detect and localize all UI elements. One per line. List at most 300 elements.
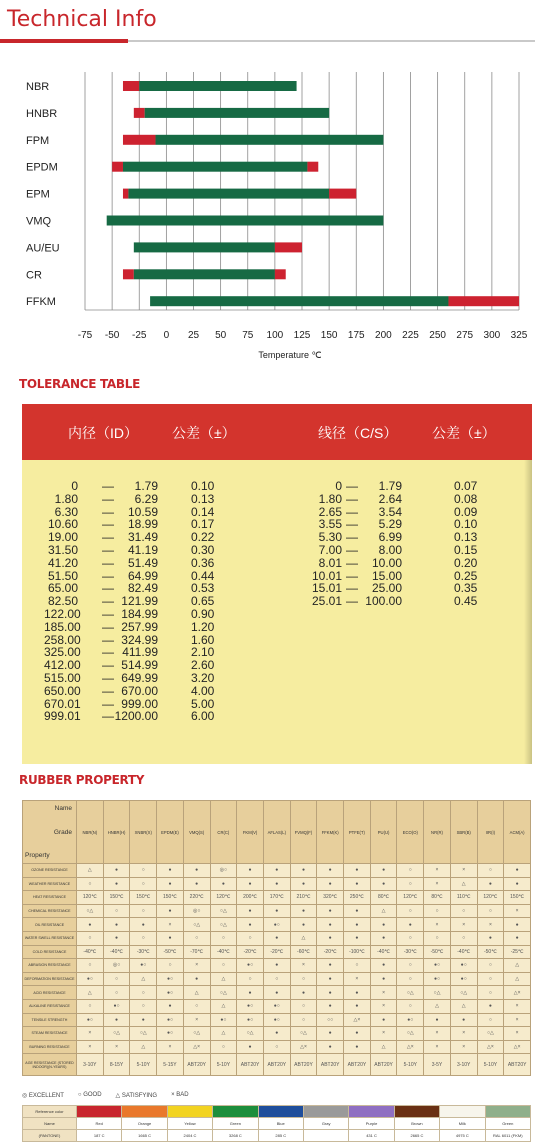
range-from: 999.01	[44, 709, 81, 724]
bar-range-epm	[128, 189, 329, 199]
range-to: 514.99	[121, 658, 158, 673]
rating-cell: ●	[290, 918, 317, 932]
rating-cell: ○	[130, 986, 157, 1000]
rating-cell: 3-10Y	[77, 1054, 104, 1076]
rating-cell: △	[424, 999, 451, 1013]
rating-cell: ○	[103, 972, 130, 986]
rating-cell: ABT20Y	[370, 1054, 397, 1076]
rating-cell: ○△	[397, 986, 424, 1000]
rating-cell: ABT20Y	[344, 1054, 371, 1076]
grade-header: ACM(A)	[504, 801, 531, 864]
rating-cell: ●	[344, 986, 371, 1000]
rating-cell: ○	[77, 931, 104, 945]
rating-cell: ●○	[397, 1013, 424, 1027]
rating-cell: ●	[344, 904, 371, 918]
rating-cell: ×	[450, 1040, 477, 1054]
color-swatch	[303, 1106, 348, 1118]
range-dash: —	[346, 568, 358, 583]
tolerance-value: 0.10	[454, 517, 478, 532]
tolerance-row	[290, 544, 490, 557]
tolerance-value: 0.13	[454, 530, 478, 545]
rating-cell: ●	[317, 972, 344, 986]
range-dash: —	[346, 581, 358, 596]
range-dash: —	[102, 479, 114, 493]
x-tick-label: 25	[187, 330, 200, 341]
rating-cell: 150℃	[504, 891, 531, 905]
rating-cell: 120℃	[77, 891, 104, 905]
range-dash: —	[346, 504, 358, 519]
range-from: 3.55	[318, 517, 342, 532]
rating-cell: ●○	[77, 1013, 104, 1027]
rating-cell: ○	[183, 931, 210, 945]
grade-header: FKM(V)	[237, 801, 264, 864]
rating-cell: ×	[504, 1013, 531, 1027]
rating-cell: ABT20Y	[504, 1054, 531, 1076]
rating-cell: ●	[344, 999, 371, 1013]
rating-cell: ○	[290, 999, 317, 1013]
property-name: ACID RESISTANCE	[23, 986, 77, 1000]
rating-cell: ●○	[237, 959, 264, 973]
category-label: AU/EU	[26, 242, 60, 255]
range-dash: —	[346, 491, 358, 506]
range-from: 0	[335, 479, 342, 493]
rating-cell: ●	[317, 999, 344, 1013]
x-tick-label: 0	[163, 330, 170, 341]
x-tick-label: 150	[320, 330, 338, 341]
property-name: HEAT RESISTANCE	[23, 891, 77, 905]
rating-cell: ○△	[290, 1027, 317, 1041]
range-to: 1.79	[378, 479, 402, 493]
category-label: HNBR	[26, 107, 58, 120]
rating-cell: ●○	[424, 972, 451, 986]
rating-cell: ●	[183, 877, 210, 891]
rating-cell: ●	[263, 959, 290, 973]
color-swatch	[167, 1106, 212, 1118]
rating-cell: △×	[504, 986, 531, 1000]
rating-cell: ○	[477, 972, 504, 986]
color-name: Yellow	[167, 1118, 212, 1130]
property-name: TENSILE STRENGTH	[23, 1013, 77, 1027]
rating-cell: 120℃	[477, 891, 504, 905]
grade-header: CR(C)	[210, 801, 237, 864]
grade-header: VMQ(S)	[183, 801, 210, 864]
rating-cell: ●	[237, 986, 264, 1000]
rating-cell: ○	[103, 986, 130, 1000]
range-dash: —	[102, 517, 114, 532]
rating-cell: -30℃	[397, 945, 424, 959]
range-to: 6.29	[134, 491, 158, 506]
rating-cell: ×	[424, 1040, 451, 1054]
corner-grade: Grade	[53, 829, 72, 836]
rating-cell: -40℃	[450, 945, 477, 959]
range-to: 999.00	[121, 696, 158, 711]
property-name: OIL RESISTANCE	[23, 918, 77, 932]
rating-cell: 80℃	[370, 891, 397, 905]
color-swatch	[394, 1106, 439, 1118]
bar-low-extension	[123, 269, 134, 279]
range-dash: —	[102, 709, 114, 724]
rating-cell: -40℃	[370, 945, 397, 959]
pantone-code: 431 C	[349, 1130, 394, 1142]
pantone-code: 2665 C	[394, 1130, 439, 1142]
rating-cell: △	[210, 1027, 237, 1041]
rating-cell: 8-15Y	[103, 1054, 130, 1076]
rating-cell: ○	[424, 904, 451, 918]
color-name: Brown	[394, 1118, 439, 1130]
rating-cell: ●	[237, 904, 264, 918]
range-dash: —	[346, 555, 358, 570]
rating-cell: ○	[157, 959, 184, 973]
rating-cell: ×	[157, 1040, 184, 1054]
range-to: 257.99	[121, 619, 158, 634]
range-from: 10.01	[311, 568, 342, 583]
rating-cell: ×	[424, 864, 451, 878]
range-to: 31.49	[127, 530, 158, 545]
range-dash: —	[102, 594, 114, 609]
rating-cell: 320℃	[317, 891, 344, 905]
rating-cell: ○	[397, 877, 424, 891]
bar-high-extension	[307, 162, 318, 172]
rating-cell: ○	[103, 904, 130, 918]
rating-cell: 170℃	[263, 891, 290, 905]
range-to: 15.00	[371, 568, 402, 583]
rating-cell: ●	[237, 864, 264, 878]
property-row	[23, 1027, 531, 1041]
rating-cell: △	[450, 877, 477, 891]
property-row	[23, 931, 531, 945]
rating-cell: ○	[397, 931, 424, 945]
rating-cell: ●○	[103, 999, 130, 1013]
rating-cell: ○	[477, 959, 504, 973]
property-name: CHEMICAL RESISTANCE	[23, 904, 77, 918]
rating-cell: ●○	[157, 972, 184, 986]
rating-cell: ○	[130, 931, 157, 945]
property-name: DEFORMATION RESISTANCE	[23, 972, 77, 986]
tolerance-row	[290, 493, 490, 506]
rating-cell: △	[77, 864, 104, 878]
property-row	[23, 1040, 531, 1054]
rating-cell: ●	[317, 931, 344, 945]
property-row	[23, 972, 531, 986]
rating-cell: ●○	[263, 918, 290, 932]
rating-cell: ○△	[210, 918, 237, 932]
rating-cell: ●	[370, 959, 397, 973]
rating-cell: ○	[477, 864, 504, 878]
x-tick-label: 200	[375, 330, 392, 341]
rating-cell: 5-10Y	[130, 1054, 157, 1076]
range-to: 411.99	[122, 645, 158, 660]
pantone-code: 4975 C	[440, 1130, 485, 1142]
color-name: Milk	[440, 1118, 485, 1130]
tolerance-value: 0.10	[191, 479, 215, 493]
cs-rows	[290, 480, 490, 608]
property-row	[23, 1054, 531, 1076]
range-to: 10.59	[127, 504, 158, 519]
rating-cell: ●	[183, 972, 210, 986]
rating-cell: ●	[477, 877, 504, 891]
x-tick-label: -50	[104, 330, 120, 341]
range-from: 650.00	[44, 683, 81, 698]
pantone-code: 187 C	[77, 1130, 122, 1142]
rating-cell: ○	[397, 864, 424, 878]
tolerance-row	[34, 557, 234, 570]
rating-cell: 5-10Y	[210, 1054, 237, 1076]
category-label: FPM	[26, 134, 50, 147]
bar-high-extension	[275, 242, 302, 252]
range-dash: —	[102, 696, 114, 711]
x-axis-label: Temperature ℃	[258, 350, 322, 360]
range-dash: —	[346, 479, 358, 493]
range-dash: —	[102, 606, 114, 621]
page-title: Technical Info	[7, 7, 157, 32]
pantone-label: (PANTONE)	[23, 1130, 77, 1142]
rating-cell: ABT20Y	[317, 1054, 344, 1076]
rating-cell: ○△	[103, 1027, 130, 1041]
rating-cell: ○	[397, 904, 424, 918]
range-to: 25.00	[371, 581, 402, 596]
legend-item: ◎ EXCELLENT	[22, 1093, 64, 1099]
tolerance-row	[290, 595, 490, 608]
range-to: 41.19	[127, 542, 158, 557]
tolerance-row	[34, 608, 234, 621]
range-from: 15.01	[311, 581, 342, 596]
range-dash: —	[102, 670, 114, 685]
rating-cell: -20℃	[263, 945, 290, 959]
rating-cell: △	[77, 986, 104, 1000]
tolerance-value: 0.15	[454, 542, 478, 557]
rating-cell: ●○	[237, 999, 264, 1013]
bar-range-fpm	[156, 135, 384, 145]
bar-low-extension	[134, 108, 145, 118]
rating-cell: ×	[504, 904, 531, 918]
rating-cell: ●	[317, 918, 344, 932]
range-dash: —	[346, 530, 358, 545]
rating-cell: ○	[450, 931, 477, 945]
bar-high-extension	[275, 269, 286, 279]
rating-cell: ●○	[157, 1013, 184, 1027]
rating-cell: ×	[183, 959, 210, 973]
tolerance-value: 0.09	[454, 504, 478, 519]
rating-cell: 3-10Y	[450, 1054, 477, 1076]
rating-cell: ◎○	[183, 904, 210, 918]
rating-cell: ○△	[183, 1027, 210, 1041]
rating-cell: △	[210, 999, 237, 1013]
rating-cell: ●	[157, 864, 184, 878]
tolerance-row	[34, 480, 234, 493]
color-name: Green	[485, 1118, 530, 1130]
rating-cell: ×	[424, 918, 451, 932]
x-tick-label: 125	[293, 330, 311, 341]
rating-cell: ●	[317, 877, 344, 891]
rating-cell: ×	[290, 959, 317, 973]
range-from: 8.01	[318, 555, 342, 570]
color-name: Blue	[258, 1118, 303, 1130]
rating-cell: ●	[317, 864, 344, 878]
rating-cell: ●	[370, 864, 397, 878]
rating-cell: ●	[77, 918, 104, 932]
tolerance-table	[22, 404, 532, 764]
rating-cell: ●	[504, 918, 531, 932]
rating-cell: ○	[477, 1013, 504, 1027]
rating-cell: -60℃	[290, 945, 317, 959]
tolerance-table-title: TOLERANCE TABLE	[19, 377, 141, 391]
rating-cell: ●	[317, 1040, 344, 1054]
pantone-code: RAL 6011 (FKM)	[485, 1130, 530, 1142]
rating-cell: ●○	[157, 986, 184, 1000]
rating-cell: ○	[290, 972, 317, 986]
rating-cell: ●	[183, 864, 210, 878]
rating-cell: -70℃	[183, 945, 210, 959]
bar-range-nbr	[139, 81, 296, 91]
rating-legend	[22, 1092, 189, 1099]
range-from: 1.80	[318, 491, 342, 506]
tolerance-value: 1.60	[191, 632, 215, 647]
range-dash: —	[346, 594, 358, 609]
rating-cell: 5-15Y	[157, 1054, 184, 1076]
range-from: 2.65	[318, 504, 342, 519]
rating-cell: ●	[317, 904, 344, 918]
range-dash: —	[102, 658, 114, 673]
bar-low-extension	[123, 81, 139, 91]
rating-cell: ●○	[424, 959, 451, 973]
range-from: 19.00	[47, 530, 78, 545]
rating-cell: ●	[263, 1027, 290, 1041]
cs-header: 线径（C/S）	[318, 425, 398, 441]
rating-cell: ○△	[397, 1027, 424, 1041]
rating-cell: ×	[344, 972, 371, 986]
property-name: COLD RESISTANCE	[23, 945, 77, 959]
rating-cell: ●	[344, 931, 371, 945]
tolerance-value: 0.17	[191, 517, 215, 532]
color-swatch	[349, 1106, 394, 1118]
rating-cell: △	[504, 959, 531, 973]
bar-high-extension	[448, 296, 519, 306]
range-to: 649.99	[121, 670, 158, 685]
rating-cell: ○	[290, 1013, 317, 1027]
rating-cell: ○	[130, 877, 157, 891]
rating-cell: 5-10Y	[477, 1054, 504, 1076]
grade-header: NBR(N)	[77, 801, 104, 864]
bar-low-extension	[112, 162, 123, 172]
rating-cell: ●	[504, 864, 531, 878]
rating-cell: ○	[397, 959, 424, 973]
pantone-code: 2404 C	[167, 1130, 212, 1142]
rating-cell: ●	[157, 931, 184, 945]
pantone-code	[303, 1130, 348, 1142]
rating-cell: ×	[370, 999, 397, 1013]
color-swatch	[258, 1106, 303, 1118]
name-label: Name	[23, 1118, 77, 1130]
rating-cell: ◎○	[103, 959, 130, 973]
rating-cell: △×	[290, 1040, 317, 1054]
bar-range-epdm	[123, 162, 307, 172]
rating-cell: ×	[183, 1013, 210, 1027]
range-from: 31.50	[47, 542, 78, 557]
tolerance-value: 2.60	[191, 658, 215, 673]
grade-header: FVMQ(F)	[290, 801, 317, 864]
rating-cell: ○△	[237, 1027, 264, 1041]
tolerance-value: 0.30	[191, 542, 215, 557]
rating-cell: ABT20Y	[290, 1054, 317, 1076]
property-row	[23, 918, 531, 932]
range-to: 82.49	[127, 581, 158, 596]
rating-cell: 120℃	[210, 891, 237, 905]
rating-cell: -50℃	[477, 945, 504, 959]
x-tick-label: 275	[456, 330, 474, 341]
rating-cell: △	[130, 1040, 157, 1054]
rating-cell: ○	[397, 972, 424, 986]
property-row	[23, 864, 531, 878]
color-name: Purple	[349, 1118, 394, 1130]
range-dash: —	[102, 568, 114, 583]
rating-cell: 120℃	[397, 891, 424, 905]
rating-cell: ●	[317, 986, 344, 1000]
color-name: Green	[213, 1118, 258, 1130]
rating-cell: ●	[237, 1040, 264, 1054]
range-to: 51.49	[127, 555, 158, 570]
range-from: 10.60	[47, 517, 78, 532]
x-tick-label: 175	[347, 330, 365, 341]
range-to: 3.54	[378, 504, 402, 519]
range-to: 670.00	[121, 683, 158, 698]
range-to: 2.64	[378, 491, 402, 506]
bar-range-vmq	[107, 216, 384, 226]
tolerance-value: 0.36	[191, 555, 215, 570]
range-from: 5.30	[318, 530, 342, 545]
range-dash: —	[102, 542, 114, 557]
rating-cell: -25℃	[504, 945, 531, 959]
rating-cell: -100℃	[344, 945, 371, 959]
bar-range-cr	[134, 269, 275, 279]
tolerance-value: 4.00	[191, 683, 215, 698]
grade-header: PU(U)	[370, 801, 397, 864]
range-to: 121.99	[121, 594, 158, 609]
rating-cell: ○	[77, 877, 104, 891]
category-label: CR	[26, 269, 42, 282]
tolerance-value: 5.00	[191, 696, 215, 711]
rating-cell: ●○	[210, 1013, 237, 1027]
rating-cell: ●	[370, 1013, 397, 1027]
x-tick-label: 225	[402, 330, 419, 341]
rating-cell: ×	[450, 1027, 477, 1041]
rating-cell: ●	[317, 959, 344, 973]
rating-cell: ○	[130, 864, 157, 878]
rating-cell: ●	[370, 931, 397, 945]
range-from: 515.00	[44, 670, 81, 685]
rating-cell: ×	[504, 999, 531, 1013]
range-dash: —	[102, 581, 114, 596]
x-tick-label: 325	[510, 330, 528, 341]
tolerance-value: 0.22	[191, 530, 215, 545]
tolerance-header-band	[22, 404, 532, 460]
corner-property: Property	[25, 852, 50, 859]
property-row	[23, 1013, 531, 1027]
grade-header: XNBR(X)	[130, 801, 157, 864]
range-to: 184.99	[121, 606, 158, 621]
rating-cell: △	[450, 999, 477, 1013]
range-from: 258.00	[44, 632, 81, 647]
range-dash: —	[102, 619, 114, 634]
range-from: 122.00	[44, 606, 81, 621]
range-to: 100.00	[365, 594, 402, 609]
range-to: 6.99	[378, 530, 402, 545]
rating-cell: ●	[370, 877, 397, 891]
reference-color-table	[22, 1105, 531, 1142]
rating-cell: ●	[290, 986, 317, 1000]
range-dash: —	[346, 542, 358, 557]
property-row	[23, 945, 531, 959]
rating-cell: ●	[237, 918, 264, 932]
